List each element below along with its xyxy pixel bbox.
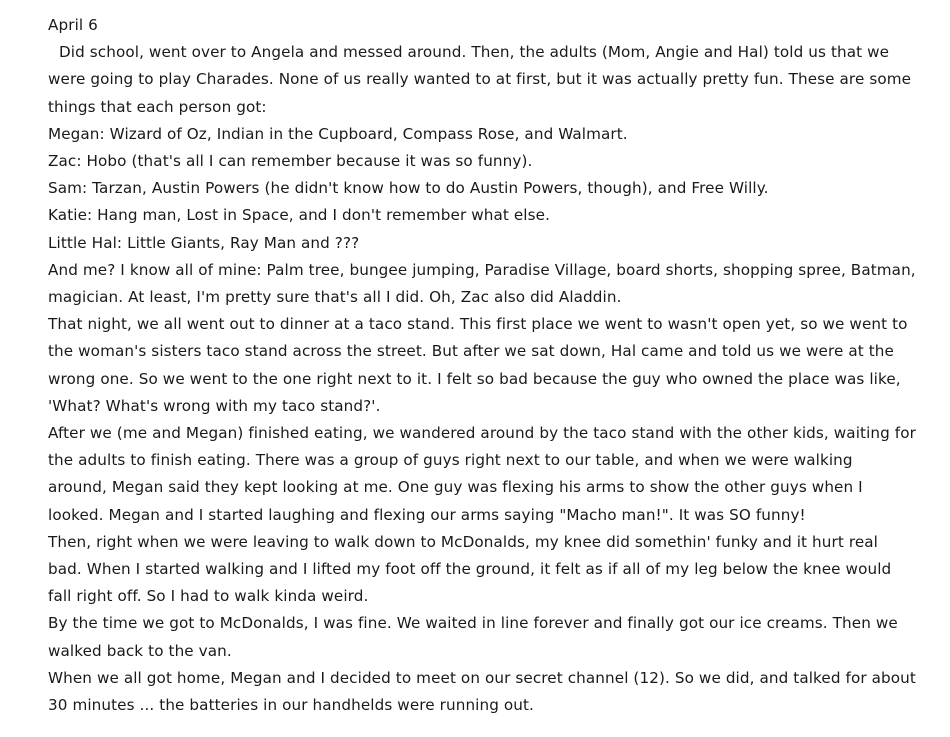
entry-date: April 6 [48,16,98,34]
paragraph-zac: Zac: Hobo (that's all I can remember because it was so funny). [48,152,533,171]
paragraph-mcdonalds: By the time we got to McDonalds, I was fine. We waited in line forever and finally got our ice creams. Then we walked back to the van. [48,614,898,660]
paragraph-sam: Sam: Tarzan, Austin Powers (he didn't know how to do Austin Powers, though), and Free Willy. [48,179,769,198]
paragraph-me: And me? I know all of mine: Palm tree, bungee jumping, Paradise Village, board shorts, shopping spree, Batman, magician. At least, I'm pretty sure that's all I did. Oh, Zac also did Aladdin. [48,260,916,307]
journal-entry [48,12,916,719]
paragraph-little-hal: Little Hal: Little Giants, Ray Man and ??? [48,233,360,252]
paragraph-katie: Katie: Hang man, Lost in Space, and I don't remember what else. [48,206,551,225]
paragraph-taco-stand: That night, we all went out to dinner at a taco stand. This first place we went to wasn't open yet, so we went to the woman's sisters taco stand across the street. But after we sat down, Hal came and told us we were at the wrong one. So we went to the one right next to it. I felt so bad because the guy who owned the place was like, 'What? What's wrong with my taco stand?'. [48,315,908,415]
paragraph-intro: Did school, went over to Angela and messed around. Then, the adults (Mom, Angie and Hal) told us that we were going to play Charades. None of us really wanted to at first, but it was actually pretty fun. These are some things that each person got: [48,43,912,116]
paragraph-secret-channel: When we all got home, Megan and I decided to meet on our secret channel (12). So we did, and talked for about 30 minutes ... the batteries in our handhelds were running out. [48,668,916,715]
paragraph-macho-man: After we (me and Megan) finished eating, we wandered around by the taco stand with the other kids, waiting for the adults to finish eating. There was a group of guys right next to our table, and when we were walking around, Megan said they kept looking at me. One guy was flexing his arms to show the other guys when I looked. Megan and I started laughing and flexing our arms saying "Macho man!". It was SO funny! [48,424,916,524]
paragraph-megan: Megan: Wizard of Oz, Indian in the Cupboard, Compass Rose, and Walmart. [48,124,628,143]
paragraph-knee: Then, right when we were leaving to walk down to McDonalds, my knee did somethin' funky and it hurt real bad. When I started walking and I lifted my foot off the ground, it felt as if all of my leg below the knee would fall right off. So I had to walk kinda weird. [48,532,892,606]
